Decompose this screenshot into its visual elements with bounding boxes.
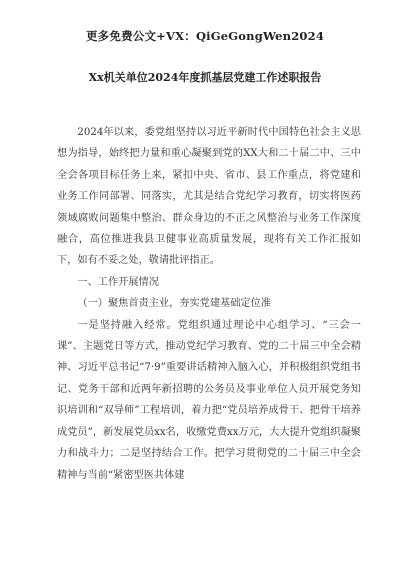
document-title: Xx机关单位2024年度抓基层党建工作述职报告 [88, 71, 322, 84]
promo-header: 更多免费公文+VX：QiGeGongWen2024 [85, 29, 325, 43]
subsection-heading: （一）聚焦首责主业，夯实党建基础定位准 [77, 298, 271, 310]
body-paragraph: 一是坚持融入经常。党组织通过理论中心组学习、“三会一课”、主题党日等方式，推动党纪学习教育、党的二十届三中全会精神、习近平总书记“7·9”重要讲话精神入脑入心，并积极组织党组书记、党务干部和近两年新招聘的公务员及事业单位人员开展党务知识培训和“双导师”工程培训，着力把“党员培养成骨干、把骨干培养成党员”，新发展党员xx名，收缴党费xx万元，大大提升党组织凝聚力和战斗力；二是坚持结合工作。把学习贯彻党的二十届三中全会精神与当前“紧密型医共体建 [57, 319, 361, 481]
section-heading: 一、工作开展情况 [77, 276, 159, 288]
document-body [57, 122, 361, 486]
intro-paragraph: 2024年以来，委党组坚持以习近平新时代中国特色社会主义思想为指导，始终把力量和重心凝聚到党的XX大和二十届二中、三中全会各项目标任务上来，紧扣中央、省市、县工作重点，将党建和业务工作同部署、同落实，尤其是结合党纪学习教育，切实将医药领域腐败问题集中整治、群众身边的不正之风整治与业务工作深度融合，高位推进我县卫健事业高质量发展，现将有关工作汇报如下，如有不妥之处，敬请批评指正。 [57, 127, 361, 267]
